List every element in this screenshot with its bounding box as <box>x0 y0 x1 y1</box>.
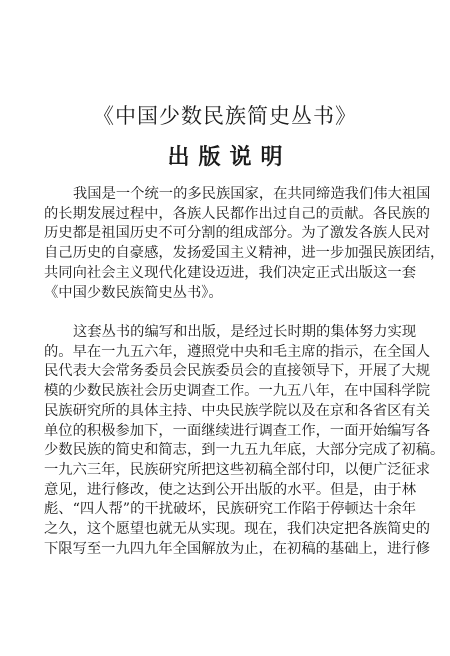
text-line: 历史都是祖国历史不可分割的组成部分。为了激发各族人民对 <box>44 225 431 242</box>
text-line: 我国是一个统一的多民族国家，在共同缔造我们伟大祖国 <box>73 186 431 202</box>
series-title: 《中国少数民族简史丛书》 <box>93 104 357 128</box>
paragraph-history <box>44 323 445 559</box>
text-line: 彪、“四人帮”的干扰破坏，民族研究工作陷于停顿达十余年 <box>44 501 417 518</box>
text-line: 之久，这个愿望也就无从实现。现在，我们决定把各族简史的 <box>44 521 431 538</box>
text-line: 少数民族的简史和简志，到一九五九年底，大部分完成了初稿。 <box>44 442 445 459</box>
text-line: 下限写至一九四九年全国解放为止，在初稿的基础上，进行修 <box>44 540 431 557</box>
text-line: 《中国少数民族简史丛书》。 <box>44 284 223 301</box>
publication-notice-title: 出版说明 <box>167 144 292 170</box>
paragraph-intro <box>44 185 445 303</box>
text-line: 的长期发展过程中，各族人民都作出过自己的贡献。各民族的 <box>44 205 431 222</box>
text-line: 意见，进行修改，使之达到公开出版的水平。但是，由于林 <box>44 481 416 498</box>
text-line: 模的少数民族社会历史调查工作。一九五八年，在中国科学院 <box>44 383 431 400</box>
text-line: 民族研究所的具体主持、中央民族学院以及在京和各省区有关 <box>44 402 431 419</box>
text-line: 自己历史的自豪感，发扬爱国主义精神，进一步加强民族团结， <box>44 245 445 262</box>
text-line: 这套丛书的编写和出版，是经过长时期的集体努力实现 <box>73 324 417 340</box>
text-line: 单位的积极参加下，一面继续进行调查工作，一面开始编写各 <box>44 422 431 439</box>
text-line: 共同向社会主义现代化建设迈进，我们决定正式出版这一套 <box>44 264 416 281</box>
text-line: 的。早在一九五六年，遵照党中央和毛主席的指示，在全国人 <box>44 343 431 360</box>
text-line: 一九六三年，民族研究所把这些初稿全部付印，以便广泛征求 <box>44 461 431 478</box>
text-line: 民代表大会常务委员会民族委员会的直接领导下，开展了大规 <box>44 363 431 380</box>
